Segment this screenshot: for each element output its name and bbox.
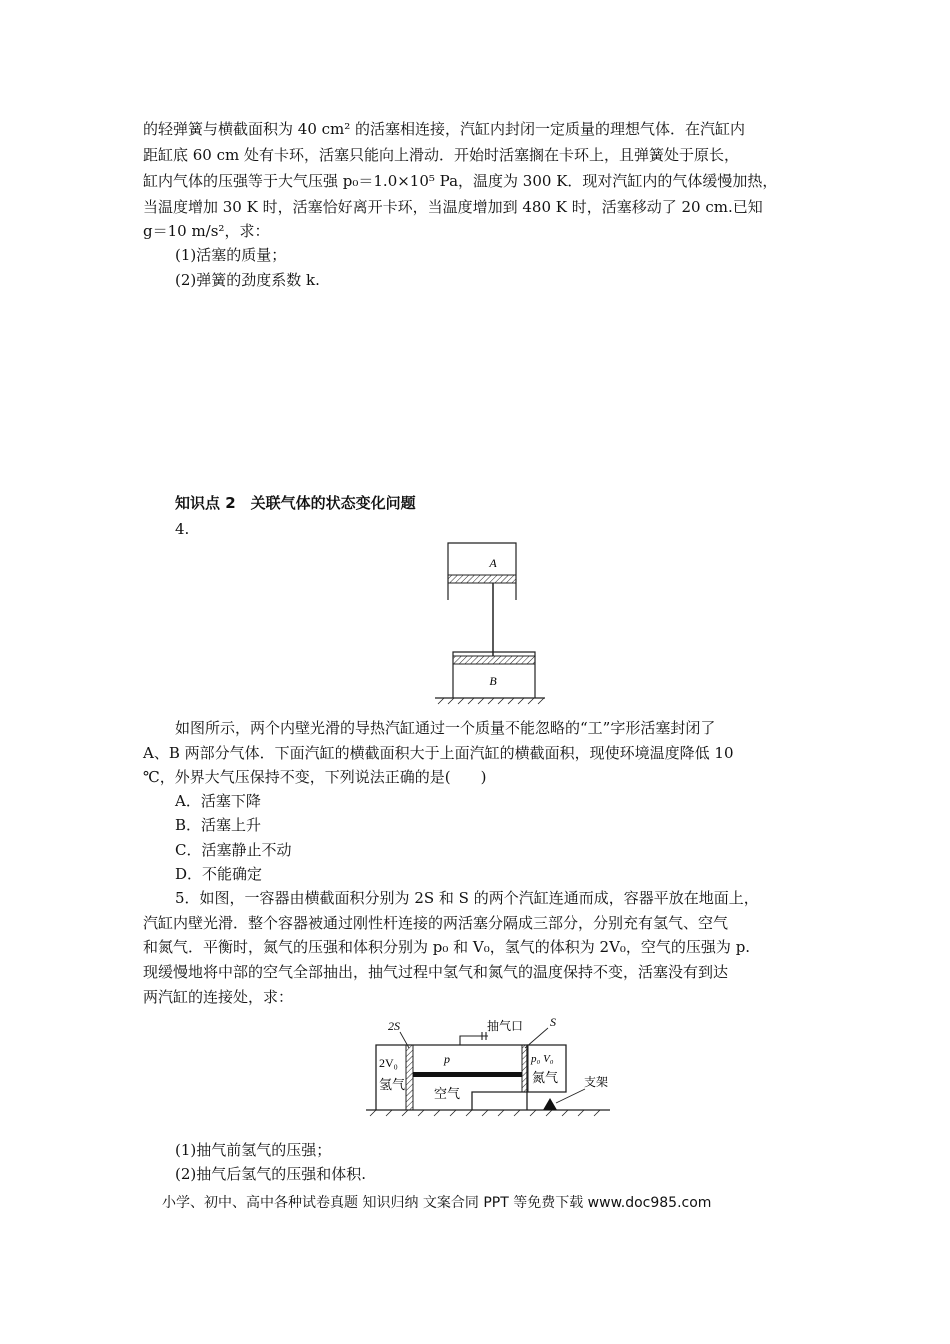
ground bbox=[435, 698, 545, 704]
p5-line-2: 汽缸内壁光滑．整个容器被通过刚性杆连接的两活塞分隔成三部分，分别充有氢气、空气 bbox=[143, 914, 729, 932]
p5-question-2: (2)抽气后氢气的压强和体积. bbox=[175, 1165, 367, 1183]
section-title: 知识点 2 关联气体的状态变化问题 bbox=[175, 494, 416, 512]
label-s: S bbox=[550, 1015, 556, 1029]
p3-line-3: 缸内气体的压强等于大气压强 p₀＝1.0×10⁵ Pa，温度为 300 K．现对汽缸内的气体缓慢加热， bbox=[143, 172, 778, 190]
p4-option-b: B．活塞上升 bbox=[175, 816, 262, 834]
p4-line-3: ℃，外界大气压保持不变，下列说法正确的是( ) bbox=[143, 768, 487, 786]
label-outlet: 抽气口 bbox=[487, 1019, 524, 1033]
footer-text: 小学、初中、高中各种试卷真题 知识归纳 文案合同 PPT 等免费下载 www.doc985.com bbox=[162, 1195, 712, 1211]
label-nitrogen: 氮气 bbox=[532, 1070, 559, 1085]
p4-figure bbox=[430, 540, 550, 705]
label-air: 空气 bbox=[434, 1086, 461, 1101]
leader-support bbox=[556, 1089, 585, 1103]
label-p: p bbox=[444, 1052, 450, 1066]
left-piston bbox=[406, 1045, 413, 1110]
label-support: 支架 bbox=[584, 1075, 609, 1089]
p5-line-5: 两汽缸的连接处，求： bbox=[143, 988, 294, 1006]
p5-line-1: 5．如图，一容器由横截面积分别为 2S 和 S 的两个汽缸连通而成，容器平放在地面上， bbox=[175, 889, 759, 907]
p3-line-4: 当温度增加 30 K 时，活塞恰好离开卡环，当温度增加到 480 K 时，活塞移动了 20 cm.已知 bbox=[143, 198, 763, 216]
label-b: B bbox=[489, 674, 497, 688]
p4-option-a: A．活塞下降 bbox=[175, 792, 261, 810]
p4-number: 4. bbox=[175, 520, 190, 538]
p3-line-5: g＝10 m/s²，求： bbox=[143, 222, 270, 240]
p5-question-1: (1)抽气前氢气的压强； bbox=[175, 1141, 332, 1159]
ground-line bbox=[366, 1110, 610, 1116]
p4-line-1: 如图所示，两个内壁光滑的导热汽缸通过一个质量不能忽略的“工”字形活塞封闭了 bbox=[175, 719, 716, 737]
p5-line-4: 现缓慢地将中部的空气全部抽出，抽气过程中氢气和氮气的温度保持不变，活塞没有到达 bbox=[143, 963, 729, 981]
label-hydrogen: 氢气 bbox=[379, 1077, 406, 1092]
label-a: A bbox=[489, 556, 497, 570]
p3-line-2: 距缸底 60 cm 处有卡环，活塞只能向上滑动．开始时活塞搁在卡环上，且弹簧处于原长， bbox=[143, 146, 740, 164]
p5-figure bbox=[362, 1010, 614, 1122]
p5-line-3: 和氮气．平衡时，氮气的压强和体积分别为 p₀ 和 V₀，氢气的体积为 2V₀，空气的压强为 p. bbox=[143, 938, 751, 956]
p4-line-2: A、B 两部分气体．下面汽缸的横截面积大于上面汽缸的横截面积，现使环境温度降低 10 bbox=[143, 744, 734, 762]
label-2v0: 2V₀ bbox=[379, 1056, 398, 1070]
p3-line-1: 的轻弹簧与横截面积为 40 cm² 的活塞相连接，汽缸内封闭一定质量的理想气体．在汽缸内 bbox=[143, 120, 746, 138]
outlet-pipe bbox=[460, 1032, 488, 1045]
label-p0v0: p₀ V₀ bbox=[531, 1053, 554, 1065]
support-triangle bbox=[543, 1098, 557, 1110]
rigid-rod bbox=[413, 1072, 522, 1077]
upper-cylinder bbox=[448, 543, 516, 600]
p3-question-2: (2)弹簧的劲度系数 k. bbox=[175, 271, 320, 289]
label-2s: 2S bbox=[388, 1019, 400, 1033]
p4-option-c: C．活塞静止不动 bbox=[175, 841, 292, 859]
p3-question-1: (1)活塞的质量； bbox=[175, 246, 287, 264]
right-piston bbox=[522, 1045, 528, 1092]
p4-option-d: D．不能确定 bbox=[175, 865, 263, 883]
